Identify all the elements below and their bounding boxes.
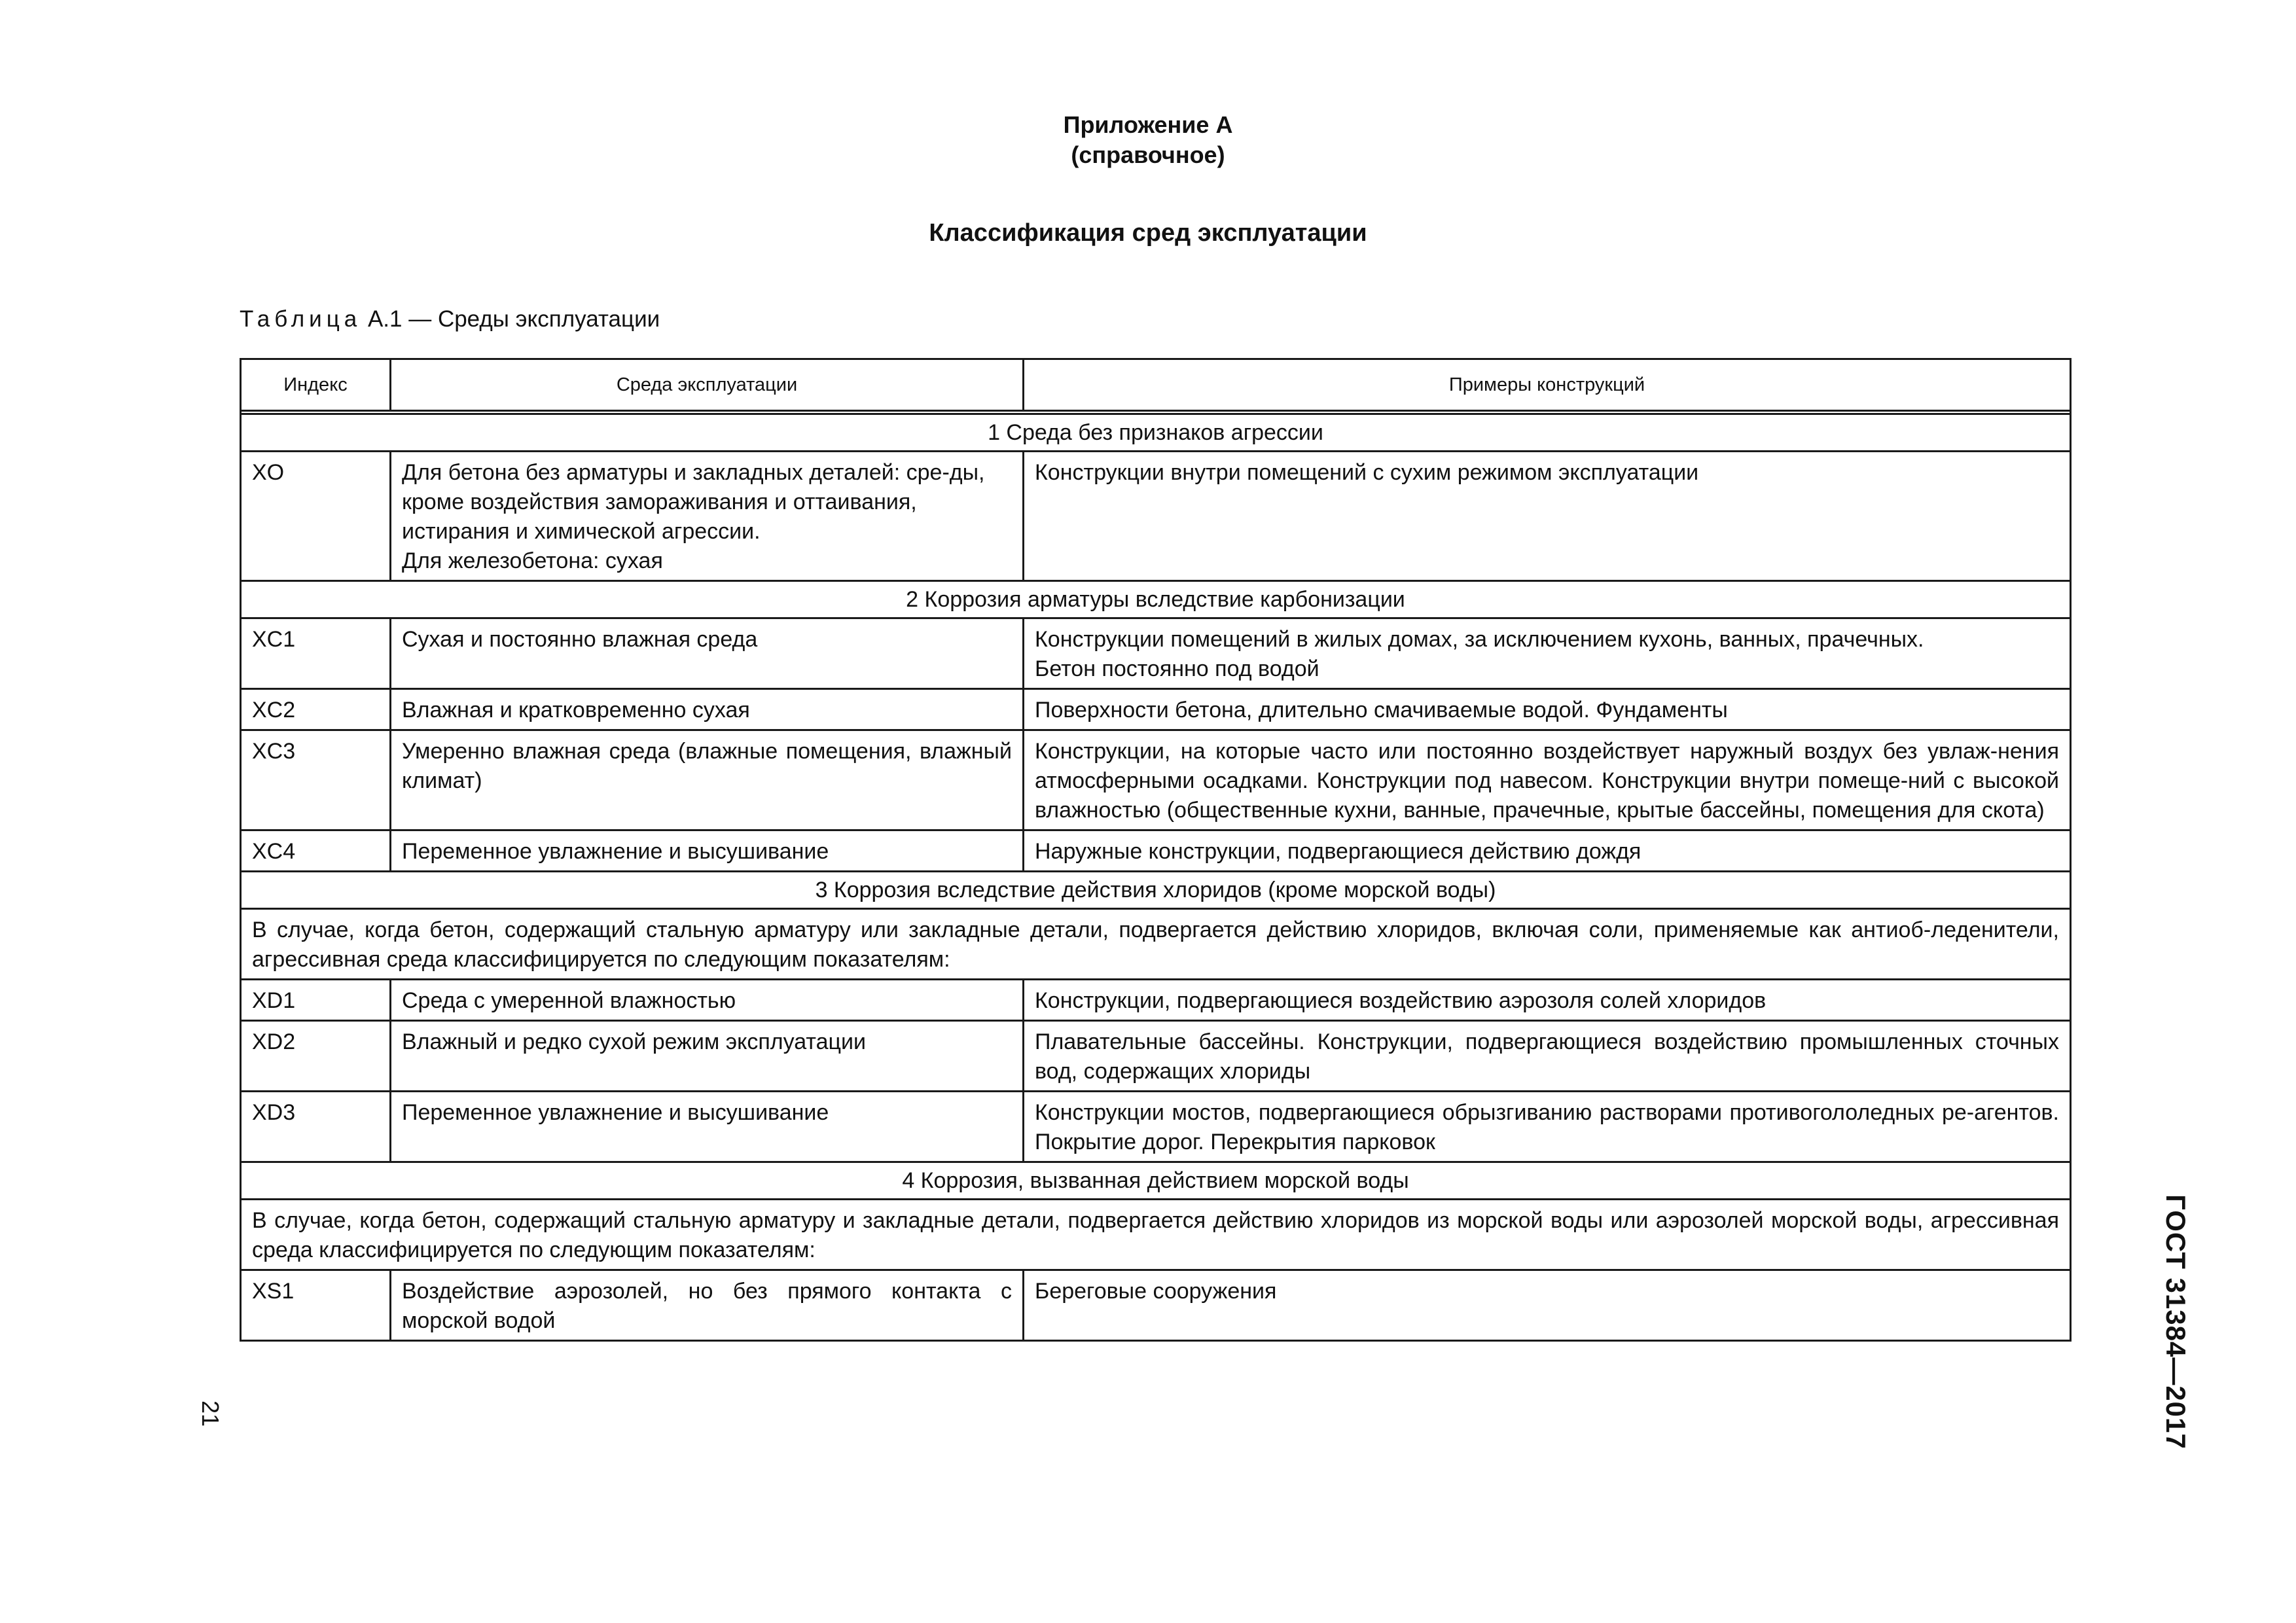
row-environment-line: Для бетона без арматуры и закладных деталей: сре-ды, кроме воздействия замораживания и оттаивания, истирания и химической агрессии.: [402, 460, 985, 544]
header-index: Индекс: [241, 359, 391, 411]
section-4-title: 4 Коррозия, вызванная действием морской воды: [241, 1162, 2071, 1200]
row-examples: Плавательные бассейны. Конструкции, подвергающиеся воздействию промышленных сточных вод, содержащих хлориды: [1024, 1021, 2071, 1092]
appendix-type: (справочное): [1071, 141, 1225, 168]
row-examples: Поверхности бетона, длительно смачиваемые водой. Фундаменты: [1024, 689, 2071, 730]
table-row: [241, 689, 2071, 730]
section-3-note: В случае, когда бетон, содержащий стальную арматуру или закладные детали, подвергается действию хлоридов, включая соли, применяемые как антиоб-леденители, агрессивная среда классифицируется по следующим показателям:: [241, 909, 2071, 980]
table-row: [241, 452, 2071, 581]
page-number: 21: [197, 1400, 224, 1427]
row-environment: Переменное увлажнение и высушивание: [391, 830, 1024, 872]
note-row: [241, 909, 2071, 980]
row-examples: Конструкции внутри помещений с сухим режимом эксплуатации: [1024, 452, 2071, 581]
row-index: XC1: [241, 618, 391, 689]
table-row: [241, 730, 2071, 830]
table-header-row: [241, 359, 2071, 411]
row-environment: [391, 452, 1024, 581]
row-examples: [1024, 618, 2071, 689]
row-index: XD2: [241, 1021, 391, 1092]
table-row: [241, 1270, 2071, 1341]
row-examples: Конструкции мостов, подвергающиеся обрызгиванию растворами противогололедных ре-агентов. Покрытие дорог. Перекрытия парковок: [1024, 1092, 2071, 1162]
section-3-title: 3 Коррозия вследствие действия хлоридов (кроме морской воды): [241, 872, 2071, 909]
section-row: [241, 581, 2071, 618]
row-environment-line: Для железобетона: сухая: [402, 548, 663, 573]
header-environment: Среда эксплуатации: [391, 359, 1024, 411]
row-index: XC3: [241, 730, 391, 830]
row-index: XD3: [241, 1092, 391, 1162]
appendix-title: Приложение А: [1063, 111, 1233, 138]
row-index: XC2: [241, 689, 391, 730]
standard-code: ГОСТ 31384—2017: [2161, 1194, 2191, 1450]
row-examples-line: Бетон постоянно под водой: [1035, 656, 1319, 681]
row-index: XC4: [241, 830, 391, 872]
section-2-title: 2 Коррозия арматуры вследствие карбонизации: [241, 581, 2071, 618]
table-row: [241, 618, 2071, 689]
row-examples-line: Конструкции помещений в жилых домах, за исключением кухонь, ванных, прачечных.: [1035, 627, 1924, 652]
table-row: [241, 830, 2071, 872]
row-examples: Конструкции, на которые часто или постоянно воздействует наружный воздух без увлаж-нения атмосферными осадками. Конструкции под навесом. Конструкции внутри помеще-ний с высокой влажностью (общественные кухни, ванные, прачечные, крытые бассейны, помещения для скота): [1024, 730, 2071, 830]
row-environment: Среда с умеренной влажностью: [391, 980, 1024, 1021]
section-4-note: В случае, когда бетон, содержащий стальную арматуру и закладные детали, подвергается действию хлоридов из морской воды или аэрозолей морской воды, агрессивная среда классифицируется по следующим показателям:: [241, 1200, 2071, 1270]
row-environment: Влажный и редко сухой режим эксплуатации: [391, 1021, 1024, 1092]
classification-title: Классификация сред эксплуатации: [929, 219, 1367, 247]
section-row: [241, 414, 2071, 452]
section-row: [241, 1162, 2071, 1200]
row-environment: Влажная и кратковременно сухая: [391, 689, 1024, 730]
row-environment: Воздействие аэрозолей, но без прямого контакта с морской водой: [391, 1270, 1024, 1341]
row-index: XD1: [241, 980, 391, 1021]
row-examples: Береговые сооружения: [1024, 1270, 2071, 1341]
environments-table: [240, 358, 2072, 1342]
table-row: [241, 980, 2071, 1021]
row-environment: Умеренно влажная среда (влажные помещения, влажный климат): [391, 730, 1024, 830]
row-environment: Сухая и постоянно влажная среда: [391, 618, 1024, 689]
table-caption-label: Таблица: [240, 306, 362, 332]
row-examples: Конструкции, подвергающиеся воздействию аэрозоля солей хлоридов: [1024, 980, 2071, 1021]
row-index: XS1: [241, 1270, 391, 1341]
table-caption-text: А.1 — Среды эксплуатации: [361, 306, 660, 332]
table-row: [241, 1092, 2071, 1162]
row-index: XO: [241, 452, 391, 581]
row-environment: Переменное увлажнение и высушивание: [391, 1092, 1024, 1162]
table-caption: [240, 305, 660, 334]
header-examples: Примеры конструкций: [1024, 359, 2071, 411]
note-row: [241, 1200, 2071, 1270]
table-row: [241, 1021, 2071, 1092]
row-examples: Наружные конструкции, подвергающиеся действию дождя: [1024, 830, 2071, 872]
section-row: [241, 872, 2071, 909]
section-1-title: 1 Среда без признаков агрессии: [241, 414, 2071, 452]
